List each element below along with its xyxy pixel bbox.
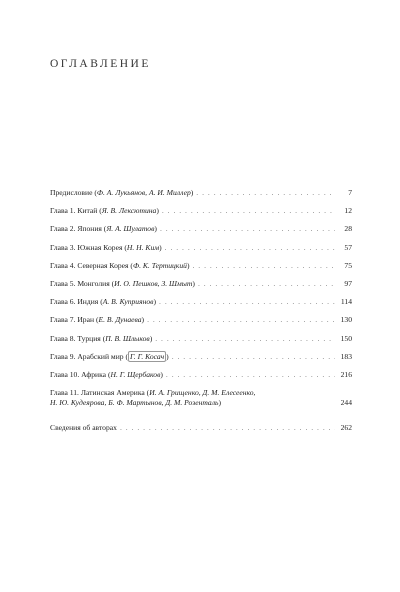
toc-entry-chapter-1[interactable] xyxy=(50,206,352,216)
dot-leader xyxy=(162,206,335,216)
toc-entry-chapter-9[interactable] xyxy=(50,352,352,362)
toc-page-number: 183 xyxy=(340,351,352,361)
toc-entry-chapter-8[interactable] xyxy=(50,334,352,344)
dot-leader xyxy=(166,370,335,380)
toc-entry-chapter-4[interactable] xyxy=(50,261,352,271)
dot-leader xyxy=(120,423,335,433)
toc-entry-authors: Н. Ю. Кудеярова, Б. Ф. Мартынов, Д. М. Розенталь) xyxy=(50,397,222,407)
toc-entry-label: Глава 11. Латинская Америка (И. А. Грищенко, Д. М. Елесеенко, xyxy=(50,388,256,398)
dot-leader xyxy=(172,352,335,362)
toc-entry-label: Глава 4. Северная Корея (Ф. К. Тертицкий) xyxy=(50,260,190,270)
toc-page-number: 130 xyxy=(340,315,352,325)
dot-leader xyxy=(147,315,335,325)
toc-entry-label: Глава 5. Монголия (И. О. Пешков, З. Шмыт) xyxy=(50,278,195,288)
toc-entry-chapter-5[interactable] xyxy=(50,279,352,289)
toc-entry-label: Предисловие (Ф. А. Лукьянов, А. И. Миллер) xyxy=(50,188,194,197)
toc-page-number: 216 xyxy=(340,369,352,379)
selected-author-highlight[interactable]: Г. Г. Косач xyxy=(130,351,165,361)
toc-entry-label: Глава 8. Турция (П. В. Шлыков) xyxy=(50,333,153,343)
toc-entry-about-authors[interactable] xyxy=(50,423,352,433)
toc-entry-label: Глава 3. Южная Корея (Н. Н. Ким) xyxy=(50,242,162,252)
toc-entry-label: Глава 2. Япония (Я. А. Шулатов) xyxy=(50,224,157,234)
page-title: ОГЛАВЛЕНИЕ xyxy=(50,58,151,70)
toc-entry-chapter-3[interactable] xyxy=(50,243,352,253)
dot-leader xyxy=(160,224,335,234)
dot-leader xyxy=(155,334,335,344)
dot-leader xyxy=(159,297,335,307)
dot-leader xyxy=(196,188,335,198)
toc-page-number: 244 xyxy=(340,397,352,407)
toc-entry-label: Сведения об авторах xyxy=(50,422,117,432)
toc-page-number: 75 xyxy=(344,260,352,270)
dot-leader xyxy=(192,261,335,271)
toc-entry-chapter-6[interactable] xyxy=(50,297,352,307)
toc-entry-preface[interactable] xyxy=(50,188,352,198)
toc-entry-label: Глава 1. Китай (Я. В. Лексютина) xyxy=(50,206,159,216)
toc-page-number: 28 xyxy=(344,224,352,234)
toc-page-number: 262 xyxy=(340,422,352,432)
toc-entry-chapter-11[interactable] xyxy=(50,388,352,407)
toc-entry-label: Глава 10. Африка (Н. Г. Щербаков) xyxy=(50,369,163,379)
toc-page-number: 57 xyxy=(344,242,352,252)
table-of-contents xyxy=(50,188,352,441)
toc-page-number: 114 xyxy=(340,297,352,307)
toc-entry-chapter-10[interactable] xyxy=(50,370,352,380)
toc-page-number: 7 xyxy=(348,188,352,197)
toc-page-number: 12 xyxy=(344,206,352,216)
toc-entry-chapter-7[interactable] xyxy=(50,315,352,325)
toc-entry-label: Глава 6. Индия (А. В. Куприянов) xyxy=(50,297,157,307)
dot-leader xyxy=(198,279,335,289)
toc-entry-label: Глава 9. Арабский мир ( Г. Г. Косач ) xyxy=(50,351,169,361)
toc-page-number: 97 xyxy=(344,278,352,288)
toc-entry-label: Глава 7. Иран (Е. В. Дунаева) xyxy=(50,315,145,325)
dot-leader xyxy=(165,243,335,253)
toc-page-number: 150 xyxy=(340,333,352,343)
toc-entry-chapter-2[interactable] xyxy=(50,224,352,234)
